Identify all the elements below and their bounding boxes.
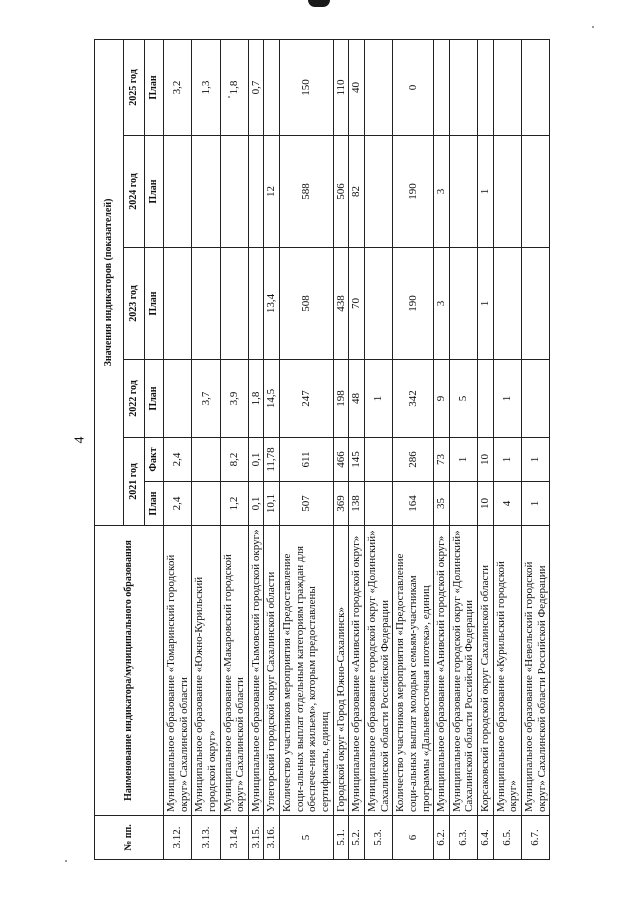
row-name: Муниципальное образование «Южно-Курильский городской округ» [192, 526, 220, 816]
table-row [393, 39, 434, 859]
row-value: 10 [478, 438, 494, 482]
row-value: 8,2 [220, 438, 248, 482]
row-name: Муниципальное образование «Анивский городской округ» [434, 526, 450, 816]
table-row [192, 39, 220, 859]
row-value: 198 [333, 360, 349, 438]
row-number: 6.7. [522, 816, 550, 860]
row-value: 342 [393, 360, 434, 438]
row-value: 506 [333, 136, 349, 248]
row-value [449, 482, 477, 526]
row-value: 138 [349, 482, 365, 526]
table-row [434, 39, 450, 859]
row-value: 611 [280, 438, 334, 482]
table-body [164, 39, 550, 859]
row-value: 3,2 [164, 39, 192, 135]
row-value [478, 360, 494, 438]
row-value [522, 136, 550, 248]
row-value: 1 [493, 360, 521, 438]
row-number: 6.3. [449, 816, 477, 860]
row-name: Муниципальное образование «Томаринский городской округ» Сахалинской области [164, 526, 192, 816]
row-value: 10 [478, 482, 494, 526]
row-value: 0 [393, 39, 434, 135]
table-row [264, 39, 280, 859]
row-name: Муниципальное образование «Анивский городской округ» [349, 526, 365, 816]
row-value: 145 [349, 438, 365, 482]
row-value [364, 39, 392, 135]
row-value [164, 248, 192, 360]
year-header: 2022 год [124, 360, 145, 438]
row-number: 6.4. [478, 816, 494, 860]
row-value: 508 [280, 248, 334, 360]
row-value: 2,4 [164, 482, 192, 526]
row-value [248, 248, 264, 360]
binding-mark [308, 0, 330, 7]
row-value: 1 [478, 248, 494, 360]
row-value [493, 136, 521, 248]
row-value: 12 [264, 136, 280, 248]
row-value: 1,8 [248, 360, 264, 438]
table-row [449, 39, 477, 859]
row-name: Количество участников мероприятия «Предоставление соци-альных выплат отдельным категориям граждан для обеспече-ния жильем», которым предоставлены сертификаты, единиц [280, 526, 334, 816]
row-value: 1,3 [192, 39, 220, 135]
row-value [164, 136, 192, 248]
row-value: 286 [393, 438, 434, 482]
row-value: 5 [449, 360, 477, 438]
row-number: 3.12. [164, 816, 192, 860]
table-row [364, 39, 392, 859]
row-value: 0,1 [248, 482, 264, 526]
row-value: 9 [434, 360, 450, 438]
table-row [280, 39, 334, 859]
table-row [164, 39, 192, 859]
sub-header: План [145, 360, 164, 438]
table-row [349, 39, 365, 859]
sub-header: План [145, 482, 164, 526]
row-number: 5.3. [364, 816, 392, 860]
row-value: 190 [393, 248, 434, 360]
row-value: 82 [349, 136, 365, 248]
year-header: 2024 год [124, 136, 145, 248]
row-name: Муниципальное образование «Курильский городской округ» [493, 526, 521, 816]
row-value: 369 [333, 482, 349, 526]
row-number: 6.5. [493, 816, 521, 860]
table-row [478, 39, 494, 859]
row-value: 1 [449, 438, 477, 482]
sub-header: План [145, 248, 164, 360]
row-name: Муниципальное образование городской округ «Долинский» Сахалинской области Российской Федерации [449, 526, 477, 816]
row-value: 40 [349, 39, 365, 135]
num-col-header: № пп. [95, 816, 164, 860]
row-value: 3 [434, 248, 450, 360]
row-value: 3,7 [192, 360, 220, 438]
table-row [522, 39, 550, 859]
row-number: 3.16. [264, 816, 280, 860]
row-number: 6.2. [434, 816, 450, 860]
row-value [364, 136, 392, 248]
row-value: 0,1 [248, 438, 264, 482]
row-number: 3.15. [248, 816, 264, 860]
row-value [192, 482, 220, 526]
row-value [522, 360, 550, 438]
row-value [522, 248, 550, 360]
row-value [493, 39, 521, 135]
row-name: Муниципальное образование «Тымовский городской округ» [248, 526, 264, 816]
row-number: 6 [393, 816, 434, 860]
row-value: 3,9 [220, 360, 248, 438]
row-value [449, 248, 477, 360]
table-row [220, 39, 248, 859]
sub-header: План [145, 39, 164, 135]
row-number: 5.1. [333, 816, 349, 860]
row-value [192, 438, 220, 482]
row-value: 1 [522, 482, 550, 526]
row-value: 35 [434, 482, 450, 526]
page-number: 4 [72, 436, 88, 444]
row-value: 1,2 [220, 482, 248, 526]
table-row [333, 39, 349, 859]
row-value: 588 [280, 136, 334, 248]
row-value: 438 [333, 248, 349, 360]
row-value [364, 438, 392, 482]
row-name: Количество участников мероприятия «Предоставление соци-альных выплат молодым семьям-участникам программы «Дальневосточная ипотека», единиц [393, 526, 434, 816]
row-value [478, 39, 494, 135]
row-name: Городской округ «Город Южно-Сахалинск» [333, 526, 349, 816]
row-value [164, 360, 192, 438]
table-row [493, 39, 521, 859]
row-number: 3.14. [220, 816, 248, 860]
row-value [493, 248, 521, 360]
row-number: 5.2. [349, 816, 365, 860]
table-row [248, 39, 264, 859]
row-value: 1 [478, 136, 494, 248]
row-value: 48 [349, 360, 365, 438]
row-value: 1 [364, 360, 392, 438]
row-value [364, 248, 392, 360]
row-value [364, 482, 392, 526]
row-value: 150 [280, 39, 334, 135]
row-value [220, 136, 248, 248]
row-name: Углегорский городской округ Сахалинской области [264, 526, 280, 816]
sub-header: План [145, 136, 164, 248]
row-value [449, 39, 477, 135]
row-value [522, 39, 550, 135]
row-name: Корсаковский городской округ Сахалинской области [478, 526, 494, 816]
row-value: 10,1 [264, 482, 280, 526]
row-value [264, 39, 280, 135]
row-value: 70 [349, 248, 365, 360]
row-value: 1 [522, 438, 550, 482]
row-value: 247 [280, 360, 334, 438]
row-value: 3 [434, 136, 450, 248]
row-value: 2,4 [164, 438, 192, 482]
row-value: 164 [393, 482, 434, 526]
year-header: 2021 год [124, 438, 145, 526]
row-value [449, 136, 477, 248]
rotated-table-wrapper [94, 40, 594, 860]
row-value: 1 [493, 438, 521, 482]
row-value: 4 [493, 482, 521, 526]
row-value: 466 [333, 438, 349, 482]
row-value [434, 39, 450, 135]
row-value [248, 136, 264, 248]
year-header: 2025 год [124, 39, 145, 135]
row-value: 110 [333, 39, 349, 135]
sub-header: Факт [145, 438, 164, 482]
name-col-header: Наименование индикатора/муниципального образования [95, 526, 164, 816]
row-value: 0,7 [248, 39, 264, 135]
row-number: 5 [280, 816, 334, 860]
row-name: Муниципальное образование «Макаровский городской округ» Сахалинской области [220, 526, 248, 816]
indicators-table [94, 39, 550, 860]
row-value [220, 248, 248, 360]
row-value: 1,8 [220, 39, 248, 135]
year-header: 2023 год [124, 248, 145, 360]
row-name: Муниципальное образование «Невельский городской округ» Сахалинской области Российской Федерации [522, 526, 550, 816]
row-value [192, 136, 220, 248]
row-value: 13,4 [264, 248, 280, 360]
row-value: 11,78 [264, 438, 280, 482]
values-group-header: Значения индикаторов (показателей) [95, 39, 124, 525]
scan-speck [592, 26, 594, 28]
scan-speck [65, 860, 67, 862]
row-value: 73 [434, 438, 450, 482]
row-value [192, 248, 220, 360]
row-name: Муниципальное образование городской округ «Долинский» Сахалинской области Российской Федерации [364, 526, 392, 816]
row-value: 14,5 [264, 360, 280, 438]
row-value: 190 [393, 136, 434, 248]
row-value: 507 [280, 482, 334, 526]
row-number: 3.13. [192, 816, 220, 860]
